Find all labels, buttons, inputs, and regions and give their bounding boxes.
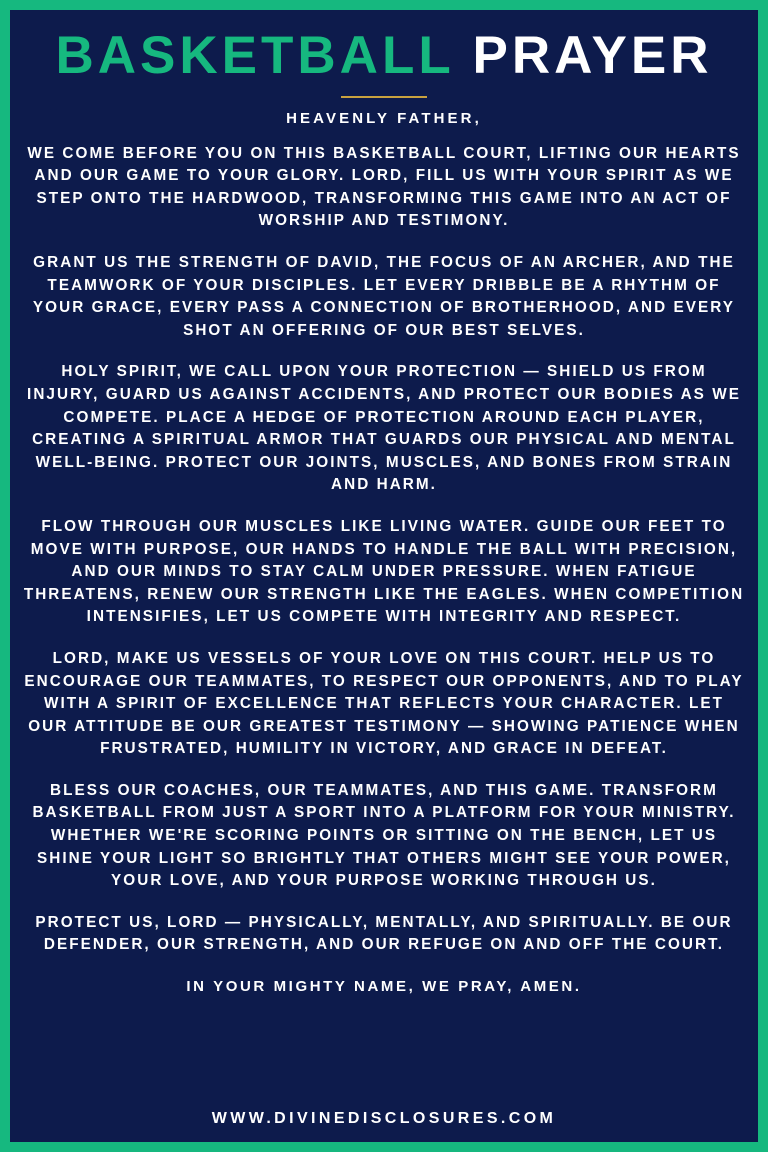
page-title — [24, 28, 744, 84]
title-word-prayer: PRAYER — [472, 26, 713, 85]
paragraph: LORD, MAKE US VESSELS OF YOUR LOVE ON THIS COURT. HELP US TO ENCOURAGE OUR TEAMMATES, TO RESPECT OUR OPPONENTS, AND TO PLAY WITH A SPIRIT OF EXCELLENCE THAT REFLECTS YOUR CHARACTER. LET OUR ATTITUDE BE OUR GREATEST TESTIMONY — SHOWING PATIENCE WHEN FRUSTRATED, HUMILITY IN VICTORY, AND GRACE IN DEFEAT. — [24, 649, 744, 758]
paragraph: HOLY SPIRIT, WE CALL UPON YOUR PROTECTION — SHIELD US FROM INJURY, GUARD US AGAINST ACCIDENTS, AND PROTECT OUR BODIES AS WE COMPETE. PLACE A HEDGE OF PROTECTION AROUND EACH PLAYER, CREATING A SPIRITUAL ARMOR THAT GUARDS OUR PHYSICAL AND MENTAL WELL-BEING. PROTECT OUR JOINTS, MUSCLES, AND BONES FROM STRAIN AND HARM. — [27, 363, 741, 494]
paragraph: GRANT US THE STRENGTH OF DAVID, THE FOCUS OF AN ARCHER, AND THE TEAMWORK OF YOUR DISCIPLES. LET EVERY DRIBBLE BE A RHYTHM OF YOUR GRACE, EVERY PASS A CONNECTION OF BROTHERHOOD, AND EVERY SHOT AN OFFERING OF OUR BEST SELVES. — [32, 254, 736, 339]
paragraph: FLOW THROUGH OUR MUSCLES LIKE LIVING WATER. GUIDE OUR FEET TO MOVE WITH PURPOSE, OUR HANDS TO HANDLE THE BALL WITH PRECISION, AND OUR MINDS TO STAY CALM UNDER PRESSURE. WHEN FATIGUE THREATENS, RENEW OUR STRENGTH LIKE THE EAGLES. WHEN COMPETITION INTENSIFIES, LET US COMPETE WITH INTEGRITY AND RESPECT. — [23, 517, 745, 626]
salutation: HEAVENLY FATHER, — [286, 109, 482, 127]
poster-card — [10, 10, 758, 1142]
paragraph: BLESS OUR COACHES, OUR TEAMMATES, AND THIS GAME. TRANSFORM BASKETBALL FROM JUST A SPORT INTO A PLATFORM FOR YOUR MINISTRY. WHETHER WE'RE SCORING POINTS OR SITTING ON THE BENCH, LET US SHINE YOUR LIGHT SO BRIGHTLY THAT OTHERS MIGHT SEE YOUR POWER, YOUR LOVE, AND YOUR PURPOSE WORKING THROUGH US. — [32, 781, 736, 890]
paragraph: PROTECT US, LORD — PHYSICALLY, MENTALLY, AND SPIRITUALLY. BE OUR DEFENDER, OUR STRENGTH, AND OUR REFUGE ON AND OFF THE COURT. — [35, 913, 733, 954]
title-word-basketball: BASKETBALL — [55, 26, 454, 85]
website-url: WWW.DIVINEDISCLOSURES.COM — [211, 1110, 557, 1127]
paragraph: WE COME BEFORE YOU ON THIS BASKETBALL COURT, LIFTING OUR HEARTS AND OUR GAME TO YOUR GLORY. LORD, FILL US WITH YOUR SPIRIT AS WE STEP ONTO THE HARDWOOD, TRANSFORMING THIS GAME INTO AN ACT OF WORSHIP AND TESTIMONY. — [27, 144, 741, 230]
closing-line: IN YOUR MIGHTY NAME, WE PRAY, AMEN. — [186, 978, 582, 996]
prayer-body — [23, 143, 745, 976]
title-divider — [341, 96, 427, 98]
